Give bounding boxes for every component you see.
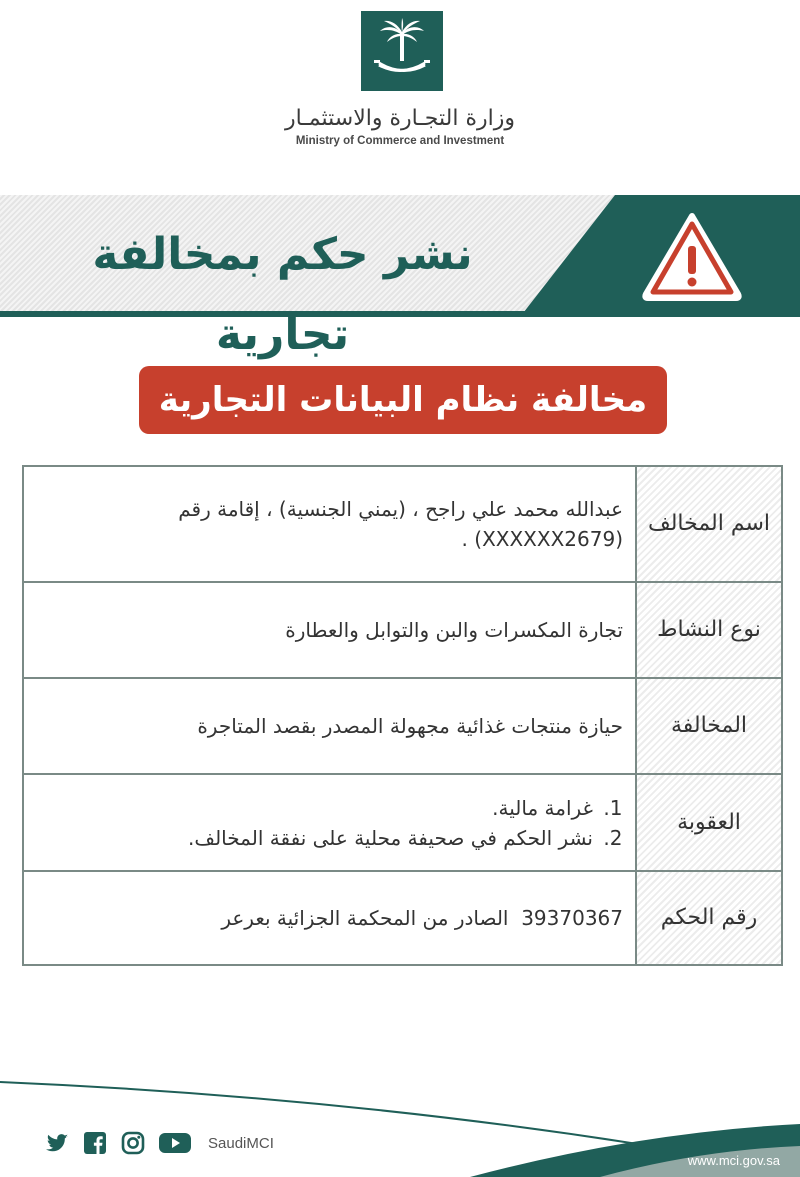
row-value: تجارة المكسرات والبن والتوابل والعطارة bbox=[285, 618, 623, 642]
warning-icon bbox=[640, 210, 744, 302]
social-handle[interactable]: SaudiMCI bbox=[208, 1134, 274, 1152]
row-label: رقم الحكم bbox=[635, 872, 781, 964]
ministry-logo bbox=[361, 11, 443, 91]
table-row-violator-name bbox=[24, 467, 781, 583]
banner-title: نشر حكم بمخالفة تجارية bbox=[92, 229, 473, 360]
violation-type-label: مخالفة نظام البيانات التجارية bbox=[139, 366, 667, 434]
table-row-violation bbox=[24, 679, 781, 775]
row-value bbox=[24, 775, 635, 870]
verdict-table bbox=[22, 465, 783, 966]
row-value: حيازة منتجات غذائية مجهولة المصدر بقصد المتاجرة bbox=[197, 714, 623, 738]
penalty-item: 2. نشر الحكم في صحيفة محلية على نفقة المخالف. bbox=[188, 823, 597, 853]
ministry-name-arabic: وزارة التجـارة والاستثمـار bbox=[285, 106, 515, 131]
ministry-name-english: Ministry of Commerce and Investment bbox=[295, 135, 505, 147]
row-value: 39370367 الصادر من المحكمة الجزائية بعرعر bbox=[221, 906, 623, 930]
row-value: عبدالله محمد علي راجح ، (يمني الجنسية) ، إقامة رقم (XXXXXX2679) . bbox=[178, 497, 623, 551]
penalty-list bbox=[188, 793, 623, 853]
facebook-icon[interactable] bbox=[82, 1130, 108, 1156]
row-label: المخالفة bbox=[635, 679, 781, 773]
website-link[interactable]: www.mci.gov.sa bbox=[687, 1153, 780, 1168]
table-row-verdict-number bbox=[24, 872, 781, 964]
twitter-icon[interactable] bbox=[44, 1130, 70, 1156]
social-links bbox=[44, 1130, 274, 1156]
penalty-item: 1. غرامة مالية. bbox=[188, 793, 597, 823]
table-row-activity-type bbox=[24, 583, 781, 679]
instagram-icon[interactable] bbox=[120, 1130, 146, 1156]
youtube-icon[interactable] bbox=[158, 1130, 192, 1156]
row-label: نوع النشاط bbox=[635, 583, 781, 677]
row-label: العقوبة bbox=[635, 775, 781, 870]
row-label: اسم المخالف bbox=[635, 467, 781, 581]
table-row-penalty bbox=[24, 775, 781, 872]
